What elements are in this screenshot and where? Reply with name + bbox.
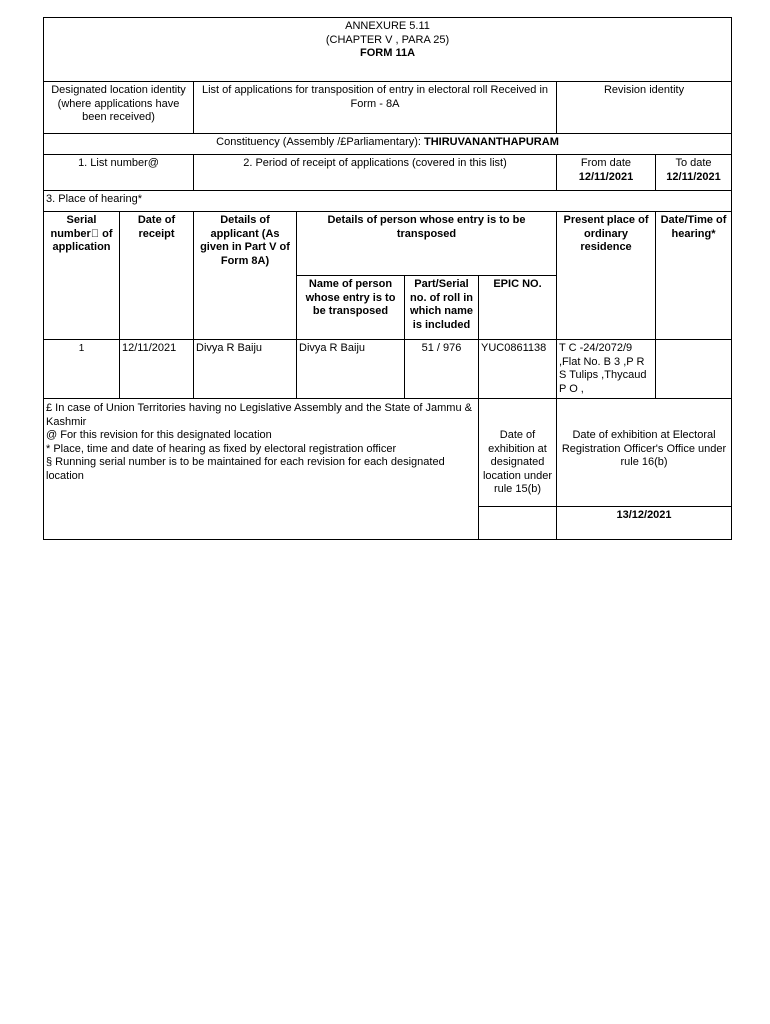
row-applicant: Divya R Baiju xyxy=(194,340,297,399)
exhibition-designated-cell: Date of exhibition at designated location under rule 15(b) xyxy=(479,399,557,507)
exhibition-ero-date: 13/12/2021 xyxy=(557,507,732,540)
form-11a-table xyxy=(43,17,732,540)
row-epic: YUC0861138 xyxy=(479,340,557,399)
annexure-title: ANNEXURE 5.11 xyxy=(345,20,430,32)
chapter-title: (CHAPTER V , PARA 25) xyxy=(325,33,450,46)
from-date-cell xyxy=(557,155,656,191)
col-date-receipt-header: Date of receipt xyxy=(120,212,194,340)
exhibition-ero-cell: Date of exhibition at Electoral Registration Officer's Office under rule 16(b) xyxy=(557,399,732,507)
constituency-label: Constituency (Assembly /£Parliamentary): xyxy=(216,136,425,148)
col-person-header: Details of person whose entry is to be transposed xyxy=(297,212,557,276)
to-date-label: To date xyxy=(675,157,712,169)
list-title-cell: List of applications for transposition of entry in electoral roll Received in Form - 8A xyxy=(194,82,557,134)
revision-identity-cell: Revision identity xyxy=(557,82,732,134)
col-part-serial-header: Part/Serial no. of roll in which name is included xyxy=(405,276,479,340)
col-hearing-header: Date/Time of hearing* xyxy=(656,212,732,340)
constituency-cell xyxy=(44,134,732,155)
footnote-territories: £ In case of Union Territories having no Legislative Assembly and the State of Jammu & Kashmir xyxy=(46,402,472,428)
footnotes-cell xyxy=(44,399,479,540)
row-serial: 1 xyxy=(44,340,120,399)
col-applicant-header: Details of applicant (As given in Part V of Form 8A) xyxy=(194,212,297,340)
row-date: 12/11/2021 xyxy=(120,340,194,399)
footnote-hearing: * Place, time and date of hearing as fixed by electoral registration officer xyxy=(46,442,397,455)
from-date-value: 12/11/2021 xyxy=(578,170,634,183)
exhibition-designated-date xyxy=(479,507,557,540)
designated-location-cell: Designated location identity (where applications have been received) xyxy=(44,82,194,134)
row-hearing xyxy=(656,340,732,399)
from-date-label: From date xyxy=(580,157,632,169)
table-row xyxy=(44,340,732,399)
period-cell: 2. Period of receipt of applications (covered in this list) xyxy=(194,155,557,191)
footnote-serial: § Running serial number is to be maintained for each revision for each designated location xyxy=(46,456,445,482)
list-number-cell: 1. List number@ xyxy=(44,155,194,191)
row-name: Divya R Baiju xyxy=(297,340,405,399)
col-serial-header: Serial number  of application xyxy=(44,212,120,340)
col-epic-header: EPIC NO. xyxy=(479,276,557,340)
col-name-header: Name of person whose entry is to be transposed xyxy=(297,276,405,340)
col-residence-header: Present place of ordinary residence xyxy=(557,212,656,340)
form-title: FORM 11A xyxy=(360,47,416,59)
place-of-hearing-cell: 3. Place of hearing* xyxy=(44,191,732,212)
row-residence: T C -24/2072/9 ,Flat No. B 3 ,P R S Tulips ,Thycaud P O , xyxy=(557,340,656,399)
row-part-serial: 51 / 976 xyxy=(405,340,479,399)
form-header xyxy=(44,18,732,82)
footnote-revision: @ For this revision for this designated location xyxy=(46,429,272,441)
to-date-cell xyxy=(656,155,732,191)
to-date-value: 12/11/2021 xyxy=(666,170,721,183)
constituency-value: THIRUVANANTHAPURAM xyxy=(424,136,559,148)
